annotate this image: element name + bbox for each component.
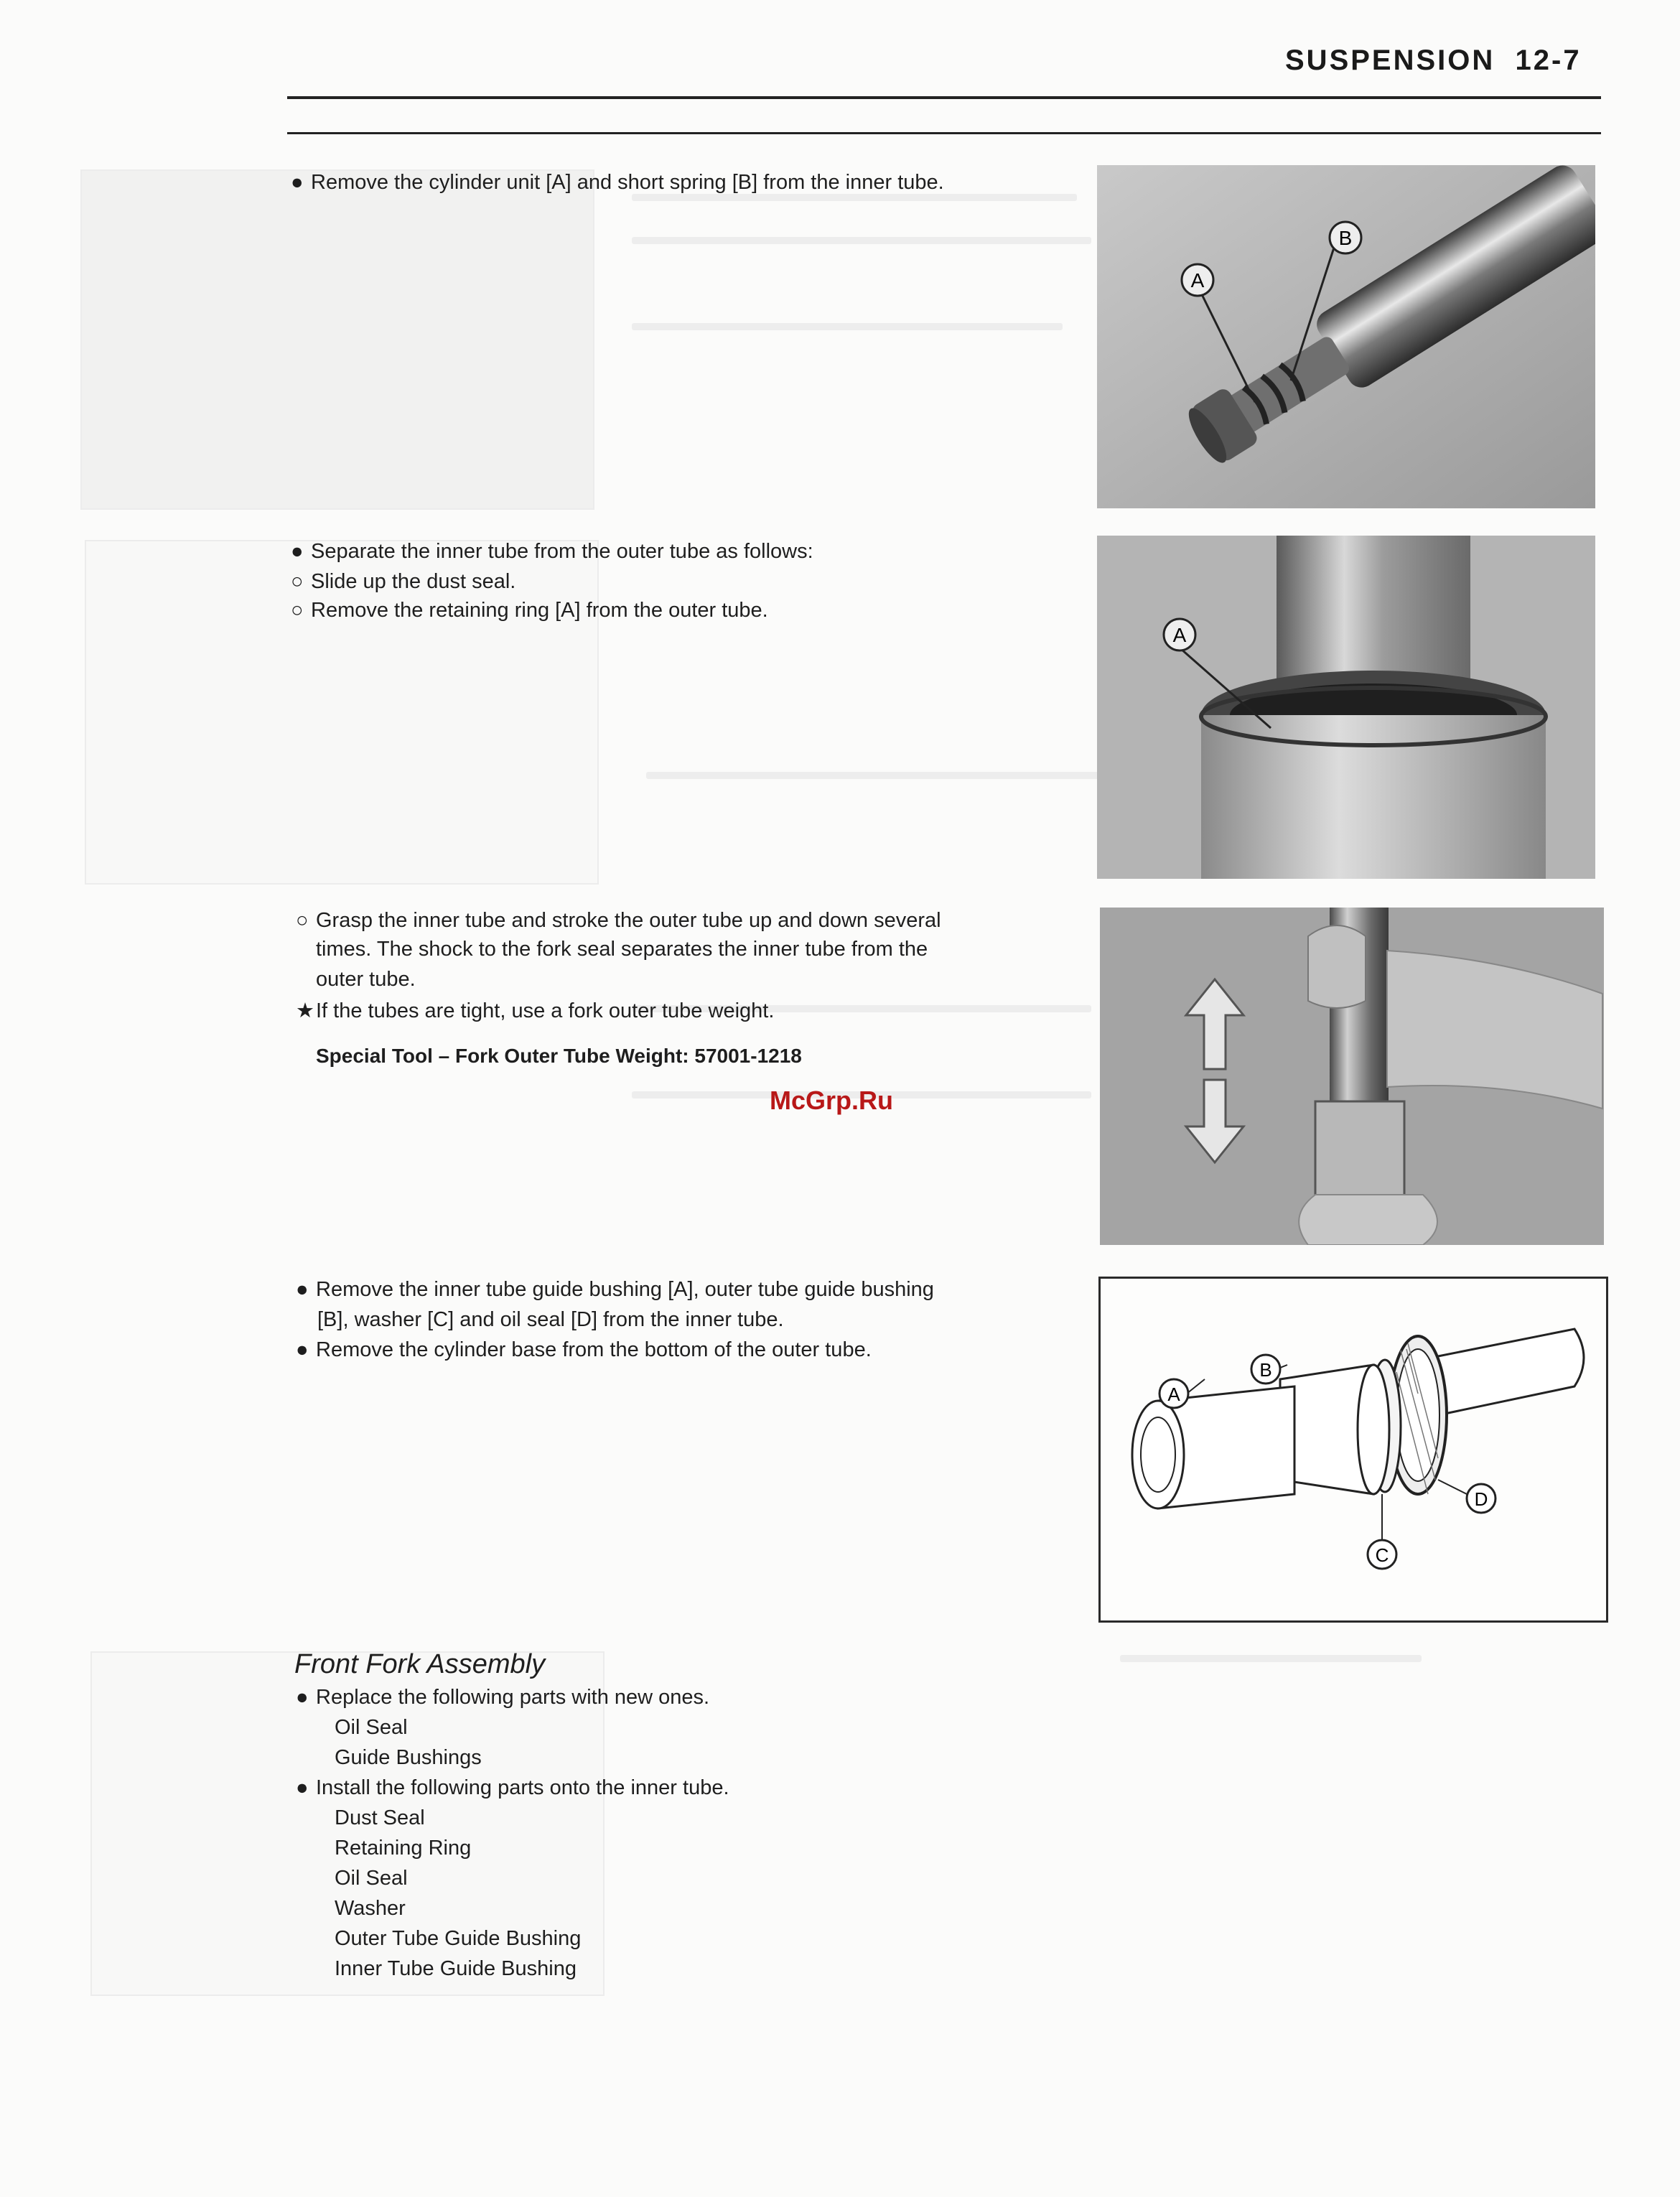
circle-bullet-icon: ○	[291, 570, 304, 593]
substep-remove-retaining-ring: ○ Remove the retaining ring [A] from the outer tube.	[291, 596, 768, 625]
substep-slide-dust-seal: ○ Slide up the dust seal.	[291, 567, 515, 597]
install-item-inner-tube-guide-bushing: Inner Tube Guide Bushing	[335, 1957, 577, 1980]
install-item-washer: Washer	[335, 1897, 406, 1920]
bleed-through-line	[632, 237, 1091, 244]
callout-label-b: B	[1259, 1359, 1272, 1381]
bullet-icon: ●	[296, 1686, 309, 1709]
substep-grasp-inner-tube: ○ Grasp the inner tube and stroke the outer tube up and down several	[296, 906, 941, 936]
bleed-through-panel-1	[80, 169, 594, 510]
bullet-icon: ●	[296, 1776, 309, 1799]
step-remove-cylinder-base: ● Remove the cylinder base from the bottom of the outer tube.	[296, 1335, 872, 1365]
step-remove-bushings: ● Remove the inner tube guide bushing [A], outer tube guide bushing	[296, 1275, 934, 1305]
install-item-outer-tube-guide-bushing: Outer Tube Guide Bushing	[335, 1927, 582, 1950]
replace-item-guide-bushings: Guide Bushings	[335, 1746, 482, 1769]
assembly-heading: Front Fork Assembly	[294, 1649, 546, 1679]
bleed-through-line	[646, 772, 1106, 779]
step-separate-tubes: ● Separate the inner tube from the outer tube as follows:	[291, 537, 813, 566]
watermark: McGrp.Ru	[770, 1086, 894, 1115]
bullet-icon: ●	[296, 1278, 309, 1301]
callout-label-d: D	[1474, 1488, 1488, 1510]
assembly-install-parts: ● Install the following parts onto the inner tube.	[296, 1773, 729, 1803]
photo-retaining-ring	[1097, 536, 1595, 879]
header-rule-top	[287, 96, 1601, 99]
assembly-replace-parts: ● Replace the following parts with new ones.	[296, 1683, 709, 1712]
callout-label-a: A	[1167, 1384, 1180, 1405]
callout-label-a: A	[1190, 269, 1205, 291]
star-icon: ★	[296, 999, 314, 1022]
diagram-bushings-washer-seal	[1098, 1277, 1608, 1623]
photo-cylinder-unit	[1097, 165, 1595, 508]
bullet-icon: ●	[296, 1338, 309, 1361]
callout-label-c: C	[1375, 1544, 1389, 1566]
bullet-icon: ●	[291, 540, 304, 563]
bleed-through-line	[1120, 1655, 1422, 1662]
replace-item-oil-seal: Oil Seal	[335, 1716, 408, 1739]
substep-grasp-inner-tube-line2: times. The shock to the fork seal separates the inner tube from the	[316, 938, 928, 961]
callout-label-b: B	[1338, 227, 1353, 249]
substep-grasp-inner-tube-line3: outer tube.	[316, 968, 416, 991]
install-item-dust-seal: Dust Seal	[335, 1806, 425, 1829]
install-item-oil-seal: Oil Seal	[335, 1867, 408, 1890]
page-header	[1285, 45, 1582, 77]
circle-bullet-icon: ○	[291, 599, 304, 622]
bullet-icon: ●	[291, 171, 304, 194]
step-remove-cylinder-unit: ● Remove the cylinder unit [A] and short spring [B] from the inner tube.	[291, 168, 944, 197]
section-title: SUSPENSION	[1285, 45, 1495, 76]
callout-label-a: A	[1172, 624, 1187, 646]
install-item-retaining-ring: Retaining Ring	[335, 1837, 472, 1860]
circle-bullet-icon: ○	[296, 909, 309, 932]
special-tool-line: Special Tool – Fork Outer Tube Weight: 57001-1218	[316, 1045, 802, 1067]
page-number: 12-7	[1515, 45, 1582, 76]
bleed-through-line	[632, 323, 1063, 330]
header-rule-bottom	[287, 132, 1601, 134]
step-remove-bushings-line2: [B], washer [C] and oil seal [D] from the inner tube.	[317, 1308, 784, 1331]
note-tight-tubes: ★If the tubes are tight, use a fork outer tube weight.	[296, 997, 774, 1026]
photo-stroke-outer-tube	[1100, 908, 1604, 1245]
